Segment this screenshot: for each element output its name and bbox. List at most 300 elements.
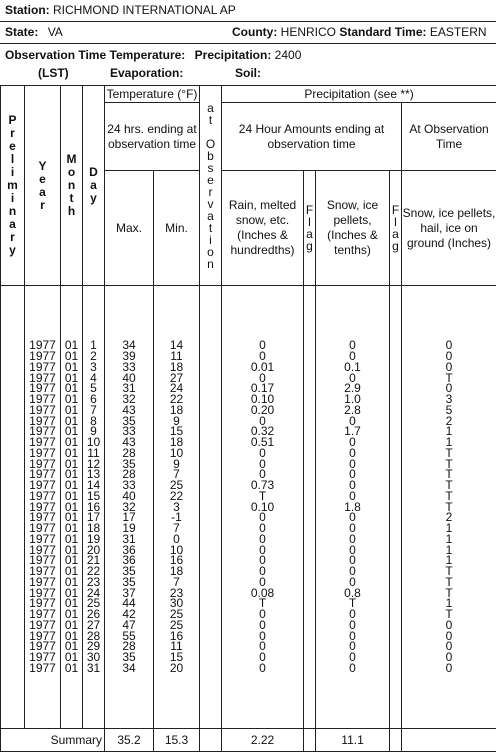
table-cell-month: 01 <box>61 362 82 373</box>
col-at-observation-label: a t O b s e r v a t i o n <box>200 102 221 270</box>
table-cell-month: 01 <box>61 598 82 609</box>
table-cell-rain: 0.20 <box>222 405 303 416</box>
table-cell-month: 01 <box>61 502 82 513</box>
table-cell-year: 1977 <box>25 459 60 470</box>
col-flag-snow-label: F l a g <box>390 204 401 252</box>
table-cell-max: 32 <box>105 394 153 405</box>
col-snow: Snow, ice pellets, (Inches & tenths) <box>316 171 390 286</box>
summary-max: 35.2 <box>105 729 154 752</box>
table-cell-min: 18 <box>154 566 199 577</box>
table-cell-rain: 0 <box>222 631 303 642</box>
precipitation-label: Precipitation: <box>195 48 272 62</box>
col-max: Max. <box>105 171 154 286</box>
table-cell-min: 30 <box>154 598 199 609</box>
col-month <box>61 86 83 286</box>
col-month-label: M o n t h <box>61 153 82 218</box>
table-cell-day: 30 <box>83 652 104 663</box>
table-cell-day: 26 <box>83 609 104 620</box>
table-cell-snow: 0 <box>316 351 389 362</box>
table-cell-min: 10 <box>154 448 199 459</box>
table-cell-day: 16 <box>83 502 104 513</box>
table-cell-snow: T <box>316 598 389 609</box>
table-cell-year: 1977 <box>25 566 60 577</box>
ground-cells <box>402 286 496 729</box>
table-cell-snow: 2.8 <box>316 405 389 416</box>
table-cell-max: 35 <box>105 416 153 427</box>
table-cell-snow: 0 <box>316 373 389 384</box>
table-cell-year: 1977 <box>25 491 60 502</box>
col-day <box>83 86 105 286</box>
table-cell-max: 43 <box>105 405 153 416</box>
table-cell-rain: 0 <box>222 545 303 556</box>
col-rain: Rain, melted snow, etc. (Inches & hundredths) <box>222 171 304 286</box>
col-preliminary-label: P r e l i m i n a r y <box>1 114 24 257</box>
table-cell-min: 25 <box>154 620 199 631</box>
lst-label: (LST) <box>38 66 69 80</box>
table-cell-max: 36 <box>105 545 153 556</box>
year-cells <box>25 286 61 729</box>
table-cell-year: 1977 <box>25 373 60 384</box>
table-cell-rain: 0.32 <box>222 426 303 437</box>
table-cell-rain: 0 <box>222 641 303 652</box>
table-cell-ground: 0 <box>402 652 496 663</box>
max-cells <box>105 286 154 729</box>
table-cell-max: 43 <box>105 437 153 448</box>
divider <box>0 21 496 22</box>
state-value: VA <box>48 25 63 39</box>
table-cell-ground: 1 <box>402 598 496 609</box>
table-cell-snow: 0 <box>316 480 389 491</box>
summary-row <box>1 729 496 752</box>
summary-blank <box>390 729 402 752</box>
table-cell-max: 44 <box>105 598 153 609</box>
table-cell-month: 01 <box>61 663 82 674</box>
table-cell-min: 0 <box>154 534 199 545</box>
station-value: RICHMOND INTERNATIONAL AP <box>53 3 236 17</box>
table-cell-max: 40 <box>105 491 153 502</box>
table-cell-year: 1977 <box>25 362 60 373</box>
table-cell-ground: 1 <box>402 534 496 545</box>
table-cell-max: 42 <box>105 609 153 620</box>
table-cell-min: 22 <box>154 394 199 405</box>
station-label: Station: <box>5 3 50 17</box>
table-cell-year: 1977 <box>25 405 60 416</box>
table-cell-snow: 0 <box>316 512 389 523</box>
precipitation-group-header: Precipitation (see **) <box>222 86 496 103</box>
table-cell-month: 01 <box>61 523 82 534</box>
summary-label: Summary <box>1 729 105 752</box>
temperature-group-header: Temperature (°F) <box>105 86 200 103</box>
table-cell-month: 01 <box>61 340 82 351</box>
table-cell-ground: T <box>402 502 496 513</box>
table-cell-snow: 0 <box>316 631 389 642</box>
table-cell-ground: 1 <box>402 426 496 437</box>
table-cell-rain: 0 <box>222 448 303 459</box>
table-cell-max: 32 <box>105 502 153 513</box>
table-cell-ground: T <box>402 588 496 599</box>
table-cell-rain: 0.10 <box>222 394 303 405</box>
col-flag-snow <box>390 171 402 286</box>
table-cell-year: 1977 <box>25 641 60 652</box>
table-cell-snow: 0 <box>316 566 389 577</box>
table-cell-max: 47 <box>105 620 153 631</box>
col-at-observation <box>200 86 222 286</box>
table-cell-snow: 0 <box>316 577 389 588</box>
table-cell-year: 1977 <box>25 652 60 663</box>
temp-window-header: 24 hrs. ending at observation time <box>105 103 200 171</box>
table-cell-day: 29 <box>83 641 104 652</box>
table-cell-rain: T <box>222 491 303 502</box>
table-cell-rain: 0.08 <box>222 588 303 599</box>
table-cell-max: 40 <box>105 373 153 384</box>
table-cell-snow: 0 <box>316 609 389 620</box>
table-cell-ground: 1 <box>402 437 496 448</box>
table-cell-rain: 0.01 <box>222 362 303 373</box>
table-cell-snow: 0 <box>316 437 389 448</box>
table-cell-day: 18 <box>83 523 104 534</box>
lst-line <box>38 66 69 80</box>
table-cell-month: 01 <box>61 480 82 491</box>
table-cell-min: 23 <box>154 588 199 599</box>
table-cell-min: 18 <box>154 405 199 416</box>
table-cell-min: 15 <box>154 426 199 437</box>
table-cell-min: 16 <box>154 631 199 642</box>
table-cell-ground: T <box>402 577 496 588</box>
table-cell-year: 1977 <box>25 426 60 437</box>
table-cell-day: 11 <box>83 448 104 459</box>
table-cell-rain: 0 <box>222 523 303 534</box>
table-cell-min: 11 <box>154 641 199 652</box>
table-cell-ground: 0 <box>402 383 496 394</box>
table-cell-max: 55 <box>105 631 153 642</box>
county-line <box>232 25 487 39</box>
table-cell-month: 01 <box>61 555 82 566</box>
table-cell-max: 33 <box>105 362 153 373</box>
table-cell-snow: 0 <box>316 448 389 459</box>
station-line <box>5 3 236 17</box>
table-cell-min: 15 <box>154 652 199 663</box>
table-cell-max: 17 <box>105 512 153 523</box>
table-cell-snow: 0.1 <box>316 362 389 373</box>
table-cell-year: 1977 <box>25 351 60 362</box>
table-cell-snow: 0 <box>316 523 389 534</box>
table-cell-min: 7 <box>154 523 199 534</box>
table-cell-rain: T <box>222 598 303 609</box>
table-cell-snow: 0 <box>316 545 389 556</box>
table-cell-ground: T <box>402 373 496 384</box>
table-cell-year: 1977 <box>25 340 60 351</box>
table-cell-min: 20 <box>154 663 199 674</box>
summary-min: 15.3 <box>154 729 200 752</box>
table-cell-year: 1977 <box>25 416 60 427</box>
table-cell-ground: T <box>402 459 496 470</box>
table-cell-snow: 0 <box>316 459 389 470</box>
table-cell-ground: 2 <box>402 512 496 523</box>
table-cell-min: 24 <box>154 383 199 394</box>
table-cell-ground: 0 <box>402 663 496 674</box>
month-cells <box>61 286 83 729</box>
table-cell-ground: 0 <box>402 351 496 362</box>
table-cell-day: 28 <box>83 631 104 642</box>
table-cell-ground: 0 <box>402 362 496 373</box>
table-cell-rain: 0 <box>222 459 303 470</box>
table-cell-ground: 1 <box>402 545 496 556</box>
table-cell-snow: 1.8 <box>316 502 389 513</box>
table-cell-day: 7 <box>83 405 104 416</box>
table-cell-snow: 0 <box>316 641 389 652</box>
observation-table <box>0 85 496 752</box>
table-cell-day: 3 <box>83 362 104 373</box>
table-cell-day: 31 <box>83 663 104 674</box>
table-cell-min: 3 <box>154 502 199 513</box>
table-cell-month: 01 <box>61 620 82 631</box>
table-cell-month: 01 <box>61 652 82 663</box>
soil-label: Soil: <box>235 66 261 80</box>
table-cell-year: 1977 <box>25 609 60 620</box>
table-cell-year: 1977 <box>25 631 60 642</box>
table-cell-ground: 5 <box>402 405 496 416</box>
table-cell-year: 1977 <box>25 577 60 588</box>
table-cell-ground: T <box>402 448 496 459</box>
table-cell-min: -1 <box>154 512 199 523</box>
col-day-label: D a y <box>83 166 104 205</box>
table-cell-month: 01 <box>61 577 82 588</box>
table-cell-rain: 0 <box>222 577 303 588</box>
table-cell-snow: 0 <box>316 663 389 674</box>
col-year <box>25 86 61 286</box>
summary-blank <box>200 729 222 752</box>
table-cell-month: 01 <box>61 631 82 642</box>
table-cell-ground: 0 <box>402 641 496 652</box>
table-cell-year: 1977 <box>25 480 60 491</box>
table-cell-max: 34 <box>105 340 153 351</box>
flag-snow-cells <box>390 286 402 729</box>
col-preliminary <box>1 86 25 286</box>
table-cell-year: 1977 <box>25 534 60 545</box>
table-cell-day: 23 <box>83 577 104 588</box>
table-cell-day: 27 <box>83 620 104 631</box>
table-cell-year: 1977 <box>25 598 60 609</box>
table-cell-snow: 0 <box>316 491 389 502</box>
table-cell-rain: 0 <box>222 373 303 384</box>
table-cell-rain: 0 <box>222 566 303 577</box>
table-cell-day: 15 <box>83 491 104 502</box>
table-cell-month: 01 <box>61 416 82 427</box>
table-cell-day: 5 <box>83 383 104 394</box>
table-cell-month: 01 <box>61 426 82 437</box>
col-flag-rain <box>304 171 316 286</box>
table-cell-min: 22 <box>154 491 199 502</box>
table-cell-max: 28 <box>105 641 153 652</box>
table-cell-max: 37 <box>105 588 153 599</box>
at-observation-cells <box>200 286 222 729</box>
table-cell-month: 01 <box>61 609 82 620</box>
table-cell-rain: 0 <box>222 555 303 566</box>
table-cell-snow: 0 <box>316 555 389 566</box>
table-cell-month: 01 <box>61 373 82 384</box>
table-cell-day: 2 <box>83 351 104 362</box>
table-cell-max: 33 <box>105 426 153 437</box>
col-min: Min. <box>154 171 200 286</box>
evaporation-label: Evaporation: <box>110 66 183 80</box>
table-cell-day: 13 <box>83 469 104 480</box>
table-cell-rain: 0 <box>222 609 303 620</box>
std-time-value: EASTERN <box>430 25 487 39</box>
soil-line <box>235 66 261 80</box>
table-cell-rain: 0 <box>222 534 303 545</box>
table-cell-month: 01 <box>61 588 82 599</box>
table-cell-max: 28 <box>105 469 153 480</box>
table-cell-month: 01 <box>61 512 82 523</box>
table-cell-max: 35 <box>105 566 153 577</box>
snow-cells <box>316 286 390 729</box>
table-cell-snow: 1.7 <box>316 426 389 437</box>
table-cell-day: 17 <box>83 512 104 523</box>
table-cell-rain: 0 <box>222 340 303 351</box>
table-cell-day: 25 <box>83 598 104 609</box>
table-cell-ground: 1 <box>402 555 496 566</box>
table-cell-min: 18 <box>154 362 199 373</box>
table-cell-ground: T <box>402 469 496 480</box>
at-obs-time-header: At Observation Time <box>402 103 496 171</box>
table-cell-min: 27 <box>154 373 199 384</box>
table-cell-day: 9 <box>83 426 104 437</box>
table-cell-rain: 0.73 <box>222 480 303 491</box>
table-cell-month: 01 <box>61 491 82 502</box>
table-cell-ground: 0 <box>402 620 496 631</box>
table-cell-min: 11 <box>154 351 199 362</box>
precip-24h-header: 24 Hour Amounts ending at observation time <box>222 103 402 171</box>
table-cell-max: 28 <box>105 448 153 459</box>
col-snow-ground: Snow, ice pellets, hail, ice on ground (Inches) <box>402 171 496 286</box>
table-cell-year: 1977 <box>25 555 60 566</box>
std-time-label: Standard Time: <box>339 25 426 39</box>
table-cell-snow: 0 <box>316 620 389 631</box>
precipitation-value: 2400 <box>275 48 302 62</box>
table-cell-month: 01 <box>61 448 82 459</box>
table-cell-min: 9 <box>154 459 199 470</box>
summary-rain: 2.22 <box>222 729 304 752</box>
obs-time-line <box>5 48 301 62</box>
table-cell-snow: 0 <box>316 469 389 480</box>
summary-snow: 11.1 <box>316 729 390 752</box>
data-block <box>1 286 496 729</box>
table-cell-month: 01 <box>61 351 82 362</box>
table-cell-year: 1977 <box>25 437 60 448</box>
summary-blank <box>402 729 496 752</box>
table-cell-max: 35 <box>105 459 153 470</box>
table-cell-rain: 0 <box>222 652 303 663</box>
table-cell-month: 01 <box>61 545 82 556</box>
table-cell-snow: 0 <box>316 416 389 427</box>
table-cell-day: 8 <box>83 416 104 427</box>
table-cell-max: 31 <box>105 383 153 394</box>
table-cell-year: 1977 <box>25 469 60 480</box>
state-label-wrap <box>5 25 63 39</box>
preliminary-cells <box>1 286 25 729</box>
table-cell-year: 1977 <box>25 523 60 534</box>
table-cell-ground: T <box>402 566 496 577</box>
table-cell-max: 35 <box>105 652 153 663</box>
table-cell-day: 14 <box>83 480 104 491</box>
divider <box>0 43 496 44</box>
table-cell-ground: 1 <box>402 523 496 534</box>
table-cell-min: 16 <box>154 555 199 566</box>
temperature-label: Temperature: <box>110 48 186 62</box>
table-cell-year: 1977 <box>25 394 60 405</box>
table-cell-day: 22 <box>83 566 104 577</box>
day-cells <box>83 286 105 729</box>
table-cell-year: 1977 <box>25 663 60 674</box>
table-cell-year: 1977 <box>25 545 60 556</box>
table-cell-rain: 0 <box>222 663 303 674</box>
table-cell-rain: 0 <box>222 469 303 480</box>
table-cell-month: 01 <box>61 566 82 577</box>
table-cell-ground: 0 <box>402 631 496 642</box>
table-cell-ground: 3 <box>402 394 496 405</box>
table-cell-ground: T <box>402 480 496 491</box>
table-cell-min: 18 <box>154 437 199 448</box>
table-cell-max: 34 <box>105 663 153 674</box>
table-cell-year: 1977 <box>25 502 60 513</box>
table-cell-year: 1977 <box>25 620 60 631</box>
table-cell-month: 01 <box>61 383 82 394</box>
col-year-label: Y e a r <box>25 160 60 212</box>
table-cell-min: 14 <box>154 340 199 351</box>
table-cell-day: 24 <box>83 588 104 599</box>
table-cell-snow: 0 <box>316 534 389 545</box>
table-cell-day: 12 <box>83 459 104 470</box>
table-cell-max: 31 <box>105 534 153 545</box>
table-cell-min: 7 <box>154 469 199 480</box>
table-cell-rain: 0 <box>222 620 303 631</box>
table-cell-max: 35 <box>105 577 153 588</box>
table-cell-year: 1977 <box>25 588 60 599</box>
table-cell-month: 01 <box>61 641 82 652</box>
table-cell-rain: 0 <box>222 512 303 523</box>
table-cell-snow: 0 <box>316 340 389 351</box>
summary-blank <box>304 729 316 752</box>
table-cell-month: 01 <box>61 469 82 480</box>
evap-line <box>110 66 183 80</box>
table-cell-snow: 0.8 <box>316 588 389 599</box>
table-cell-day: 21 <box>83 555 104 566</box>
table-cell-min: 25 <box>154 480 199 491</box>
table-cell-max: 39 <box>105 351 153 362</box>
table-cell-month: 01 <box>61 405 82 416</box>
table-cell-snow: 0 <box>316 652 389 663</box>
table-cell-month: 01 <box>61 437 82 448</box>
table-cell-rain: 0 <box>222 351 303 362</box>
table-cell-snow: 2.9 <box>316 383 389 394</box>
table-cell-min: 9 <box>154 416 199 427</box>
table-cell-rain: 0 <box>222 416 303 427</box>
table-cell-year: 1977 <box>25 512 60 523</box>
table-cell-year: 1977 <box>25 448 60 459</box>
table-cell-min: 7 <box>154 577 199 588</box>
county-value: HENRICO <box>281 25 336 39</box>
table-cell-max: 19 <box>105 523 153 534</box>
table-cell-day: 6 <box>83 394 104 405</box>
table-cell-ground: 0 <box>402 340 496 351</box>
table-cell-snow: 1.0 <box>316 394 389 405</box>
table-cell-year: 1977 <box>25 383 60 394</box>
county-label: County: <box>232 25 277 39</box>
table-cell-day: 19 <box>83 534 104 545</box>
table-cell-rain: 0.10 <box>222 502 303 513</box>
col-flag-rain-label: F l a g <box>304 204 315 252</box>
table-cell-day: 10 <box>83 437 104 448</box>
